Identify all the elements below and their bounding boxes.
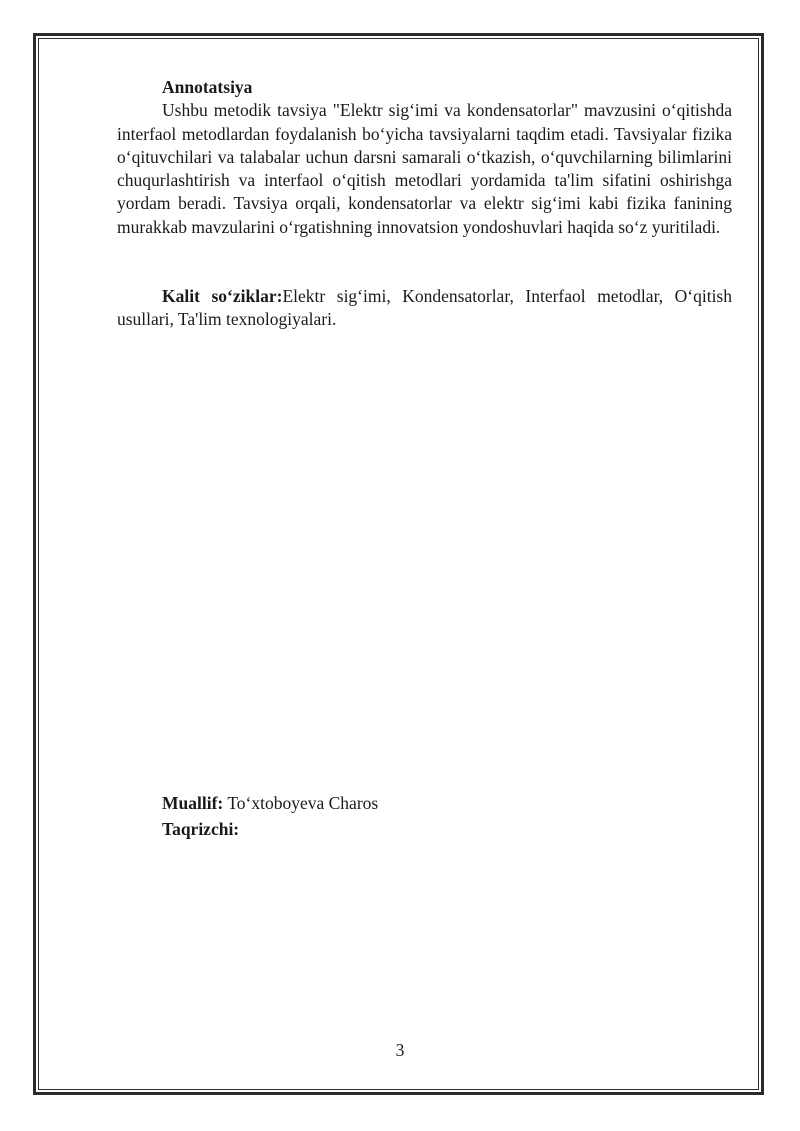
- main-content: [117, 76, 732, 332]
- page-number: 3: [395, 1040, 405, 1060]
- author-line: [162, 790, 378, 816]
- keywords-label: Kalit so‘ziklar:: [162, 286, 283, 307]
- reviewer-line: [162, 816, 378, 842]
- author-label: Muallif:: [162, 793, 224, 813]
- author-name: To‘xtoboyeva Charos: [227, 793, 379, 813]
- reviewer-label: Taqrizchi:: [162, 819, 240, 839]
- keywords-paragraph: [117, 285, 732, 332]
- annotation-heading: Annotatsiya: [162, 77, 253, 97]
- keywords-text: Elektr sig‘imi, Kondensatorlar, Interfaol metodlar, O‘qitish usullari, Ta'lim texnologiyalari.: [117, 286, 732, 330]
- annotation-body: Ushbu metodik tavsiya "Elektr sig‘imi va kondensatorlar" mavzusini o‘qitishda interfaol metodlardan foydalanish bo‘yicha tavsiyalarni taqdim etadi. Tavsiyalar fizika o‘qituvchilari va talabalar uchun darsni samarali o‘tkazish, o‘quvchilarning bilimlarini chuqurlashtirish va interfaol o‘qitish metodlari yordamida ta'lim sifatini oshirishga yordam beradi. Tavsiya orqali, kondensatorlar va elektr sig‘imi kabi fizika fanining murakkab mavzularini o‘rgatishning innovatsion yondoshuvlari haqida so‘z yuritiladi.: [117, 100, 732, 237]
- credits-block: [162, 790, 378, 842]
